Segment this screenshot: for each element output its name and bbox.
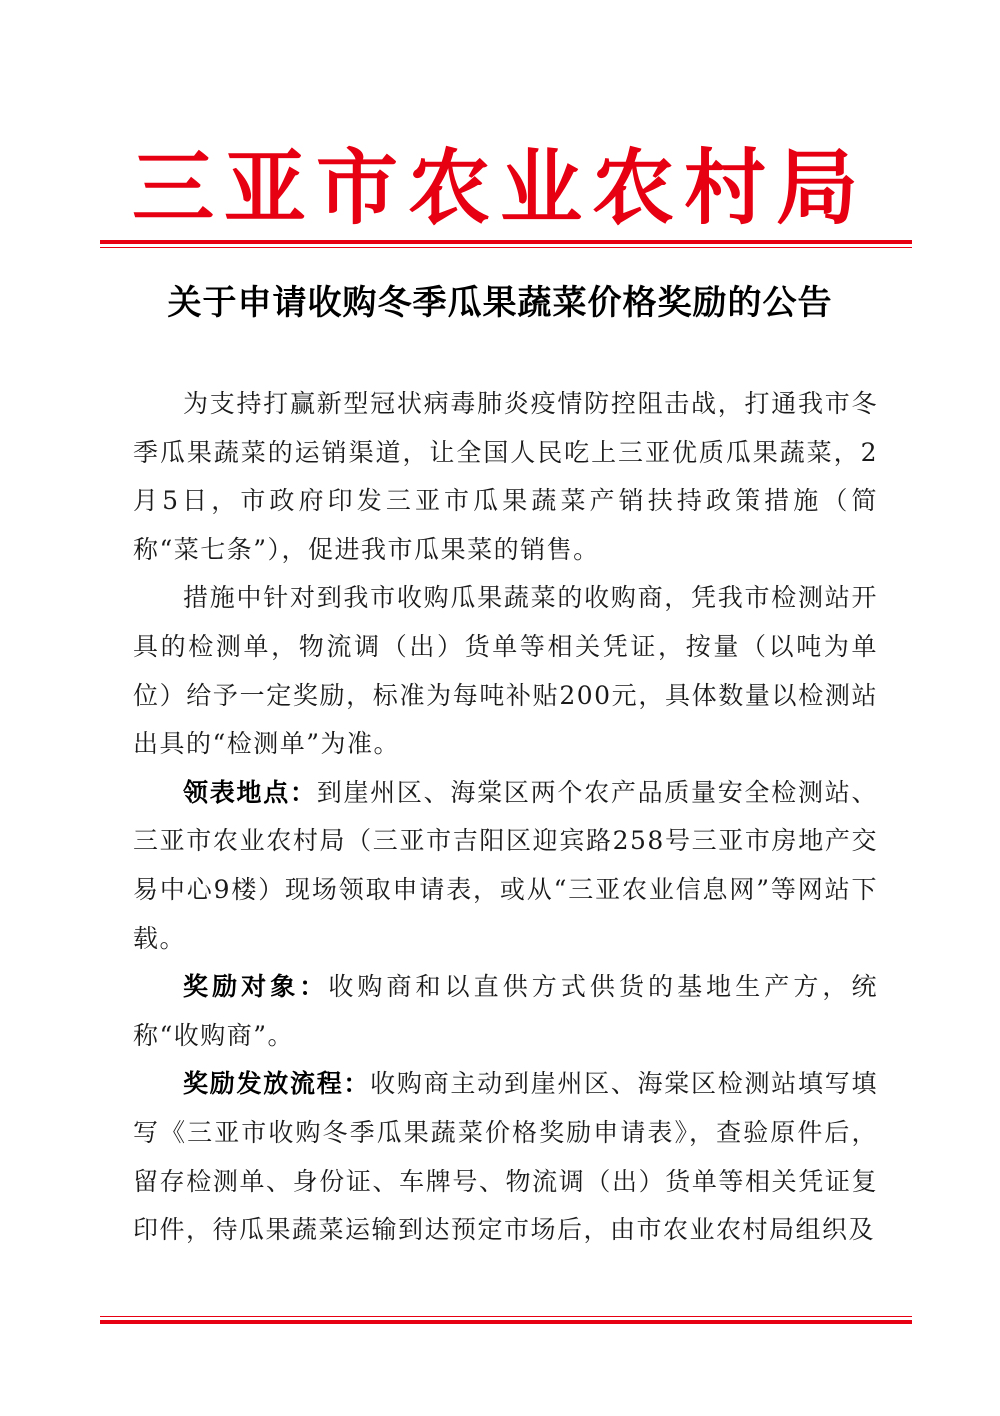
form-location-text: 到崖州区、海棠区两个农产品质量安全检测站、三亚市农业农村局（三亚市吉阳区迎宾路258号三亚市房地产交易中心9楼）现场领取申请表，或从“三亚农业信息网”等网站下载。 xyxy=(133,777,878,953)
notice-body xyxy=(133,380,878,1255)
paragraph-subsidy-standard: 措施中针对到我市收购瓜果蔬菜的收购商，凭我市检测站开具的检测单，物流调（出）货单等相关凭证，按量（以吨为单位）给予一定奖励，标准为每吨补贴200元，具体数量以检测站出具的“检测单”为准。 xyxy=(133,583,878,759)
paragraph-eligible-recipients xyxy=(133,963,878,1060)
masthead-rule-thick xyxy=(100,240,912,244)
agency-masthead: 三亚市农业农村局 xyxy=(131,140,868,236)
eligible-recipients-text: 收购商和以直供方式供货的基地生产方，统称“收购商”。 xyxy=(133,972,878,1050)
payment-process-label: 奖励发放流程： xyxy=(183,1069,371,1099)
masthead-rule-thin xyxy=(100,247,912,248)
payment-process-text: 收购商主动到崖州区、海棠区检测站填写填写《三亚市收购冬季瓜果蔬菜价格奖励申请表》，查验原件后，留存检测单、身份证、车牌号、物流调（出）货单等相关凭证复印件，待瓜果蔬菜运输到达预定市场后，由市农业农村局组织及 xyxy=(133,1069,878,1245)
paragraph-background: 为支持打赢新型冠状病毒肺炎疫情防控阻击战，打通我市冬季瓜果蔬菜的运销渠道，让全国人民吃上三亚优质瓜果蔬菜，2月5日，市政府印发三亚市瓜果蔬菜产销扶持政策措施（简称“菜七条”），促进我市瓜果菜的销售。 xyxy=(133,389,878,564)
paragraph-form-location xyxy=(133,769,878,963)
notice-title: 关于申请收购冬季瓜果蔬菜价格奖励的公告 xyxy=(167,283,833,323)
footer-rule-thick xyxy=(100,1320,912,1324)
eligible-recipients-label: 奖励对象： xyxy=(183,972,329,1002)
form-location-label: 领表地点： xyxy=(183,777,317,807)
footer-rule-thin xyxy=(100,1316,912,1317)
paragraph-payment-process xyxy=(133,1060,878,1254)
